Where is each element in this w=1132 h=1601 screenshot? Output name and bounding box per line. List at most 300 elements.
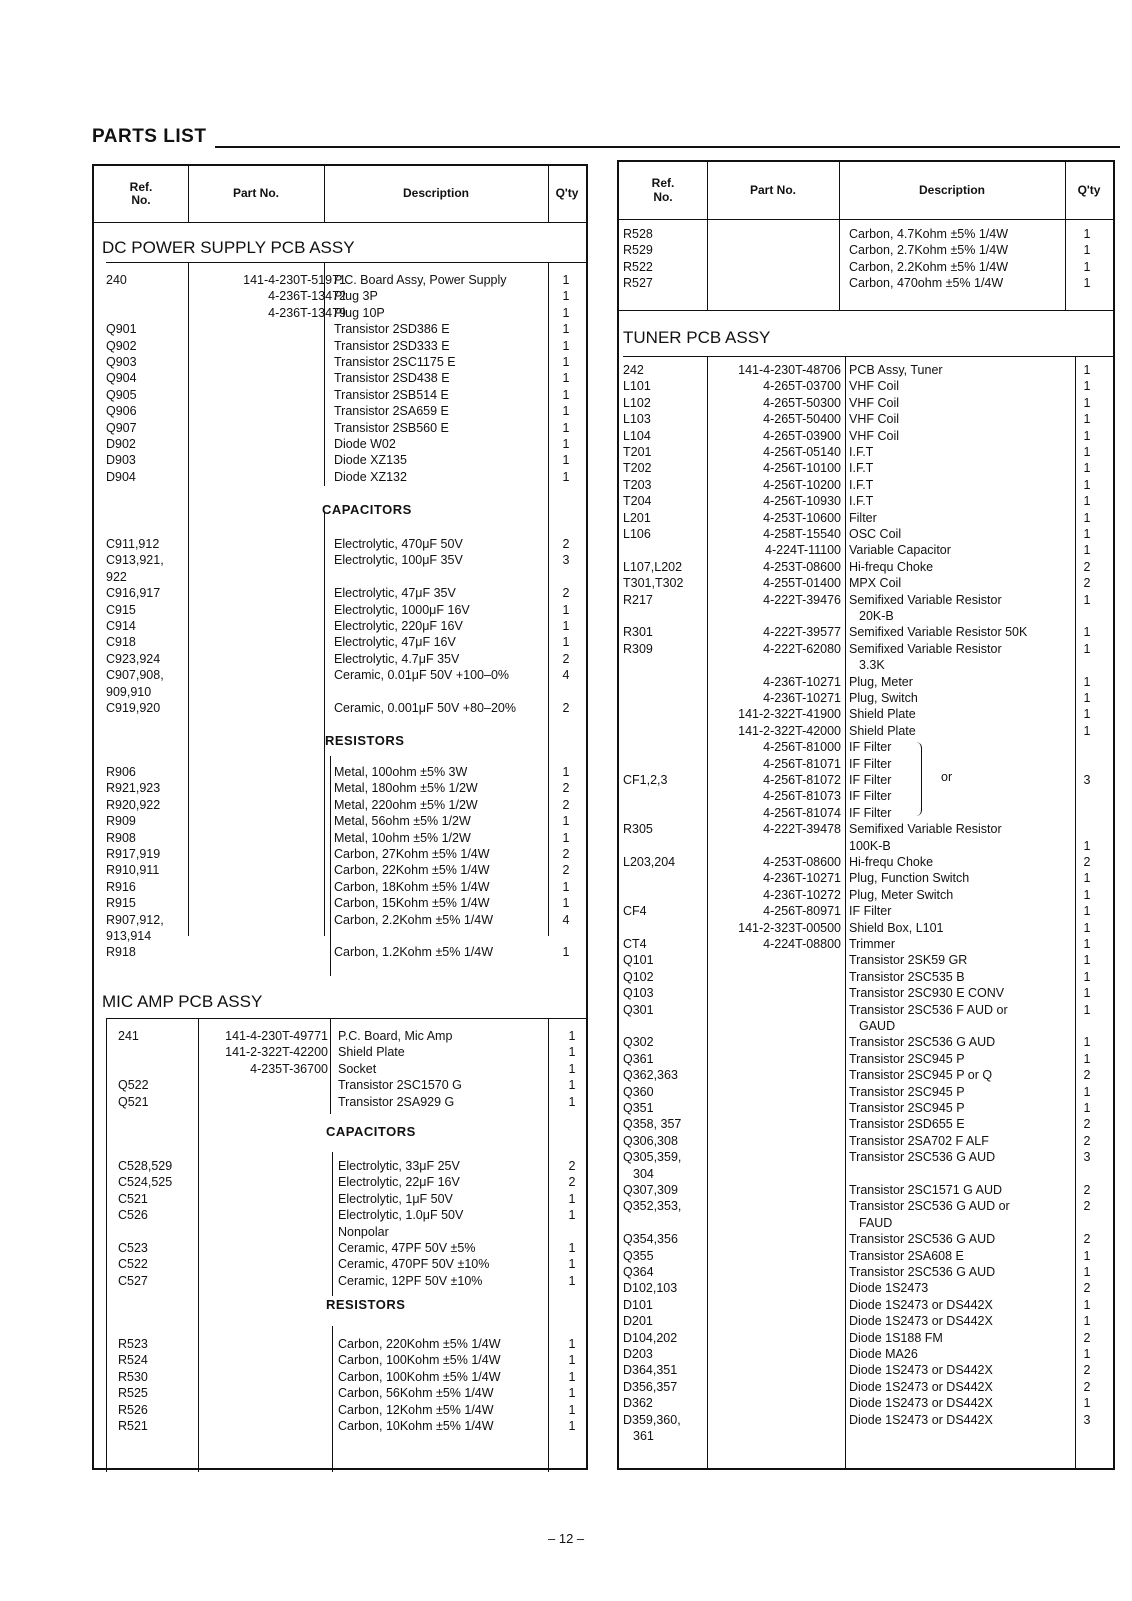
description: Electrolytic, 100μF 35V — [334, 553, 463, 568]
table-row — [94, 780, 586, 796]
description: Transistor 2SD333 E — [334, 338, 450, 353]
quantity: 1 — [1083, 887, 1091, 902]
table-row — [619, 739, 1113, 755]
section-rule — [623, 356, 1113, 357]
table-row — [619, 460, 1113, 476]
quantity: 1 — [1083, 461, 1091, 476]
table-row — [619, 772, 1113, 788]
table-row — [94, 272, 586, 288]
quantity: 1 — [568, 1191, 576, 1206]
part-no: 4-256T-81071 — [763, 756, 841, 771]
ref-no: Q102 — [623, 969, 654, 984]
description: Ceramic, 0.01μF 50V +100–0% — [334, 668, 510, 683]
ref-no: T203 — [623, 477, 652, 492]
part-no: 4-224T-08800 — [763, 937, 841, 951]
ref-no: C913,921, — [106, 553, 164, 568]
quantity: 1 — [568, 1241, 576, 1255]
ref-no: T301,T302 — [623, 576, 684, 591]
description: Transistor 2SD386 E — [334, 322, 450, 337]
quantity: 3 — [1083, 1150, 1091, 1165]
quantity: 1 — [1083, 986, 1091, 1001]
description: VHF Coil — [849, 428, 900, 443]
description: Carbon, 4.7Kohm ±5% 1/4W — [849, 227, 1009, 241]
description: Nonpolar — [338, 1224, 389, 1239]
quantity: 1 — [1083, 543, 1091, 558]
quantity: 1 — [562, 635, 570, 650]
description: Metal, 10ohm ±5% 1/2W — [334, 830, 471, 845]
table-row — [619, 936, 1113, 952]
description: I.F.T — [849, 461, 874, 476]
ref-no: C522 — [118, 1257, 148, 1272]
table-row — [94, 1418, 586, 1434]
table-row — [619, 870, 1113, 886]
table-row — [94, 1061, 586, 1077]
ref-no: R906 — [106, 765, 136, 779]
description: Transistor 2SC945 P — [849, 1051, 965, 1066]
ref-no: L107,L202 — [623, 559, 683, 574]
ref-no: R921,923 — [106, 781, 161, 796]
section-title: MIC AMP PCB ASSY — [102, 992, 263, 1011]
quantity: 1 — [568, 1078, 576, 1093]
table-row — [619, 821, 1113, 837]
table-header — [94, 166, 586, 223]
table-row — [94, 1158, 586, 1174]
section-title: TUNER PCB ASSY — [623, 328, 771, 347]
table-row — [619, 1215, 1113, 1231]
ref-no: Q360 — [623, 1084, 654, 1099]
table-row — [94, 862, 586, 878]
description: Transistor 2SC1175 E — [334, 355, 456, 369]
quantity: 1 — [1083, 871, 1091, 886]
part-no: 141-4-230T-49771 — [225, 1029, 328, 1043]
description: Diode 1S2473 or DS442X — [849, 1314, 993, 1329]
part-no: 4-256T-05140 — [763, 445, 841, 459]
description: Diode 1S2473 — [849, 1281, 929, 1296]
description: Transistor 2SB560 E — [334, 420, 449, 435]
ref-no: C526 — [118, 1208, 148, 1223]
header-part-no: Part No. — [749, 182, 796, 197]
ref-no: R915 — [106, 896, 136, 911]
quantity: 1 — [1083, 1297, 1091, 1312]
description: Metal, 180ohm ±5% 1/2W — [334, 781, 478, 796]
ref-no: R523 — [118, 1337, 148, 1351]
table-row — [94, 1352, 586, 1368]
ref-no: D902 — [106, 437, 136, 451]
ref-no: R526 — [118, 1402, 148, 1417]
table-row — [94, 895, 586, 911]
quantity: 1 — [568, 1029, 576, 1043]
table-row — [619, 1264, 1113, 1280]
table-row — [619, 1198, 1113, 1214]
table-row — [619, 985, 1113, 1001]
ref-no: CT4 — [623, 937, 647, 951]
description: Electrolytic, 1000μF 16V — [334, 602, 470, 617]
ref-no: Q306,308 — [623, 1133, 678, 1148]
ref-no: R525 — [118, 1386, 148, 1401]
ref-no: C918 — [106, 635, 136, 650]
table-row — [619, 259, 1113, 275]
table-row — [619, 723, 1113, 739]
quantity: 1 — [1083, 1396, 1091, 1411]
part-no: 4-265T-03700 — [763, 379, 841, 394]
quantity: 3 — [562, 553, 570, 568]
part-no: 4-236T-10271 — [763, 674, 841, 689]
ref-no: Q361 — [623, 1051, 654, 1066]
quantity: 1 — [562, 420, 570, 435]
header-qty: Q'ty — [1077, 182, 1101, 197]
quantity: 1 — [1083, 510, 1091, 525]
quantity: 1 — [568, 1386, 576, 1401]
quantity: 1 — [568, 1353, 576, 1368]
ref-no: 240 — [106, 273, 127, 287]
part-no: 141-4-230T-48706 — [738, 363, 841, 377]
description: VHF Coil — [849, 412, 900, 427]
page-number: – 12 – — [548, 1531, 585, 1546]
header-description: Description — [918, 182, 985, 197]
table-row — [619, 1002, 1113, 1018]
table-row — [94, 1385, 586, 1401]
table-row — [619, 690, 1113, 706]
subsection-heading: RESISTORS — [325, 733, 405, 748]
ref-no: R916 — [106, 879, 136, 894]
table-row — [94, 879, 586, 895]
description: Transistor 2SA659 E — [334, 404, 449, 419]
part-no: 4-258T-15540 — [763, 527, 841, 541]
description: Transistor 2SC945 P — [849, 1101, 965, 1115]
table-row — [94, 700, 586, 716]
part-no: 141-4-230T-51971 — [243, 273, 346, 287]
table-row — [94, 1256, 586, 1272]
ref-no: L201 — [623, 510, 651, 525]
quantity: 1 — [1083, 1248, 1091, 1263]
ref-no: D101 — [623, 1297, 653, 1312]
ref-no: R910,911 — [106, 863, 160, 878]
quantity: 1 — [1083, 1051, 1091, 1066]
part-no: 4-222T-39476 — [763, 592, 841, 607]
quantity: 3 — [1083, 773, 1091, 787]
table-row — [619, 592, 1113, 608]
right-parts-table — [617, 160, 1115, 1470]
description: Carbon, 220Kohm ±5% 1/4W — [338, 1337, 501, 1351]
ref-no: C923,924 — [106, 651, 161, 666]
column-divider — [332, 1152, 333, 1296]
quantity: 1 — [568, 1402, 576, 1417]
quantity: 1 — [1083, 259, 1091, 274]
table-row — [619, 428, 1113, 444]
table-row — [619, 542, 1113, 558]
table-row — [619, 805, 1113, 821]
description: 20K-B — [859, 609, 894, 623]
description: Transistor 2SC536 G AUD — [849, 1232, 996, 1247]
ref-no: T204 — [623, 494, 652, 509]
description: Ceramic, 0.001μF 50V +80–20% — [334, 701, 516, 715]
quantity: 1 — [1083, 1035, 1091, 1050]
description: Electrolytic, 22μF 16V — [338, 1175, 460, 1190]
table-row — [94, 944, 586, 960]
part-no: 4-265T-03900 — [763, 428, 841, 443]
description: Carbon, 2.7Kohm ±5% 1/4W — [849, 243, 1009, 258]
quantity: 1 — [562, 945, 570, 960]
ref-no: D359,360, — [623, 1412, 681, 1427]
quantity: 1 — [1083, 691, 1091, 705]
table-row — [94, 684, 586, 700]
quantity: 1 — [562, 453, 570, 468]
ref-no: 913,914 — [106, 929, 152, 943]
table-row — [619, 1116, 1113, 1132]
table-row — [619, 1297, 1113, 1313]
description: Transistor 2SB514 E — [334, 387, 449, 402]
ref-no: C523 — [118, 1241, 148, 1255]
description: GAUD — [859, 1019, 896, 1033]
quantity: 1 — [1083, 494, 1091, 509]
ref-no: Q902 — [106, 338, 137, 353]
quantity: 2 — [1083, 1330, 1091, 1345]
description: Transistor 2SC535 B — [849, 969, 965, 984]
description: Ceramic, 470PF 50V ±10% — [338, 1257, 490, 1272]
table-row — [94, 1207, 586, 1223]
ref-no: R908 — [106, 830, 136, 845]
description: Plug, Meter — [849, 674, 913, 689]
description: PCB Assy, Tuner — [849, 363, 943, 377]
ref-no: R529 — [623, 243, 653, 258]
bracket — [915, 742, 922, 816]
table-row — [94, 813, 586, 829]
table-row — [619, 1018, 1113, 1034]
description: Variable Capacitor — [849, 543, 951, 558]
description: Carbon, 470ohm ±5% 1/4W — [849, 276, 1004, 291]
table-row — [619, 608, 1113, 624]
ref-no: R907,912, — [106, 912, 164, 927]
quantity: 4 — [562, 668, 570, 683]
quantity: 1 — [562, 602, 570, 617]
header-ref: Ref. No. — [651, 176, 675, 204]
ref-no: C919,920 — [106, 701, 161, 715]
description: Metal, 100ohm ±5% 3W — [334, 765, 468, 779]
ref-no: D203 — [623, 1347, 653, 1361]
part-no: 4-236T-10271 — [763, 871, 841, 886]
quantity: 1 — [568, 1257, 576, 1272]
quantity: 1 — [562, 289, 570, 304]
ref-no: R909 — [106, 814, 136, 829]
table-row — [619, 887, 1113, 903]
ref-no: Q907 — [106, 420, 137, 435]
part-no: 4-256T-10100 — [763, 461, 841, 476]
table-row — [94, 420, 586, 436]
table-row — [619, 641, 1113, 657]
ref-no: Q906 — [106, 404, 137, 419]
header-ref: Ref. No. — [129, 179, 153, 207]
quantity: 2 — [562, 847, 570, 861]
table-row — [94, 1191, 586, 1207]
ref-no: 922 — [106, 569, 127, 584]
table-row — [619, 920, 1113, 936]
section-rule — [106, 1018, 586, 1019]
quantity: 1 — [1083, 953, 1091, 968]
description: Transistor 2SA929 G — [338, 1094, 455, 1109]
part-no: 141-2-323T-00500 — [738, 920, 841, 935]
table-row — [619, 1149, 1113, 1165]
quantity: 1 — [1083, 641, 1091, 656]
ref-no: Q521 — [118, 1094, 149, 1109]
table-row — [94, 305, 586, 321]
ref-no: R301 — [623, 625, 653, 640]
table-row — [94, 354, 586, 370]
table-row — [94, 1240, 586, 1256]
table-row — [619, 477, 1113, 493]
description: Carbon, 2.2Kohm ±5% 1/4W — [334, 912, 494, 927]
ref-no: L104 — [623, 428, 651, 443]
ref-no: R527 — [623, 276, 653, 291]
description: Transistor 2SC536 G AUD — [849, 1265, 996, 1279]
description: Semifixed Variable Resistor 50K — [849, 625, 1028, 640]
description: Carbon, 12Kohm ±5% 1/4W — [338, 1402, 494, 1417]
quantity: 1 — [562, 305, 570, 320]
table-row — [619, 242, 1113, 258]
part-no: 4-256T-81073 — [763, 789, 841, 804]
ref-no: 241 — [118, 1029, 139, 1043]
table-row — [94, 338, 586, 354]
ref-no: Q362,363 — [623, 1068, 678, 1083]
description: I.F.T — [849, 445, 874, 459]
table-row — [619, 1051, 1113, 1067]
description: P.C. Board Assy, Power Supply — [334, 273, 507, 287]
table-row — [619, 1133, 1113, 1149]
table-row — [619, 510, 1113, 526]
ref-no: C528,529 — [118, 1159, 173, 1173]
table-row — [94, 1174, 586, 1190]
description: IF Filter — [849, 740, 892, 755]
header-part-no: Part No. — [232, 186, 279, 201]
table-row — [94, 634, 586, 650]
description: Transistor 2SC930 E CONV — [849, 986, 1005, 1001]
part-no: 4-253T-10600 — [763, 510, 841, 525]
ref-no: Q103 — [623, 986, 654, 1001]
description: Plug, Function Switch — [849, 871, 970, 886]
table-row — [94, 830, 586, 846]
part-no: 4-256T-10930 — [763, 494, 841, 509]
ref-no: 242 — [623, 363, 644, 377]
ref-no: Q354,356 — [623, 1232, 678, 1247]
quantity: 1 — [1083, 445, 1091, 459]
ref-no: R309 — [623, 641, 653, 656]
table-row — [619, 1034, 1113, 1050]
quantity: 2 — [568, 1159, 576, 1173]
description: Ceramic, 47PF 50V ±5% — [338, 1241, 476, 1255]
table-row — [619, 1362, 1113, 1378]
description: VHF Coil — [849, 395, 900, 410]
description: IF Filter — [849, 904, 892, 919]
or-note: or — [941, 770, 953, 784]
table-row — [619, 493, 1113, 509]
table-row — [619, 756, 1113, 772]
quantity: 1 — [568, 1208, 576, 1223]
table-row — [94, 667, 586, 683]
ref-no: T202 — [623, 461, 652, 476]
description: MPX Coil — [849, 576, 902, 591]
description: Carbon, 100Kohm ±5% 1/4W — [338, 1369, 501, 1384]
description: Transistor 2SC536 G AUD — [849, 1035, 996, 1050]
table-row — [619, 838, 1113, 854]
description: Diode 1S2473 or DS442X — [849, 1379, 993, 1394]
ref-no: Q358, 357 — [623, 1117, 682, 1132]
header-description: Description — [402, 186, 469, 201]
ref-no: R920,922 — [106, 797, 161, 812]
table-row — [619, 1280, 1113, 1296]
quantity: 2 — [1083, 1183, 1091, 1197]
table-row — [619, 226, 1113, 242]
part-no: 4-265T-50300 — [763, 395, 841, 410]
description: Electrolytic, 47μF 35V — [334, 586, 456, 601]
description: P.C. Board, Mic Amp — [338, 1029, 453, 1043]
description: Carbon, 100Kohm ±5% 1/4W — [338, 1353, 501, 1368]
ref-no: CF4 — [623, 904, 647, 919]
description: Shield Plate — [338, 1045, 405, 1060]
quantity: 1 — [1083, 904, 1091, 919]
table-row — [619, 657, 1113, 673]
part-no: 4-224T-11100 — [765, 543, 841, 558]
quantity: 1 — [1083, 1084, 1091, 1099]
section-rule — [106, 262, 586, 263]
ref-no: R528 — [623, 227, 653, 241]
table-row — [94, 403, 586, 419]
description: Electrolytic, 220μF 16V — [334, 619, 463, 633]
quantity: 1 — [1083, 937, 1091, 951]
description: Transistor 2SC1571 G AUD — [849, 1183, 1003, 1197]
description: Diode 1S2473 or DS442X — [849, 1363, 993, 1378]
description: Diode 1S2473 or DS442X — [849, 1297, 993, 1312]
part-no: 4-236T-13472 — [268, 289, 346, 304]
description: Electrolytic, 4.7μF 35V — [334, 651, 460, 666]
description: Electrolytic, 470μF 50V — [334, 537, 463, 551]
description: IF Filter — [849, 773, 892, 787]
table-row — [94, 1224, 586, 1240]
quantity: 1 — [1083, 1002, 1091, 1017]
table-row — [94, 1336, 586, 1352]
quantity: 1 — [1083, 707, 1091, 722]
description: I.F.T — [849, 477, 874, 492]
description: Transistor 2SC1570 G — [338, 1078, 462, 1093]
subsection-heading: CAPACITORS — [322, 502, 412, 517]
table-row — [619, 444, 1113, 460]
quantity: 1 — [1083, 592, 1091, 607]
table-row — [94, 764, 586, 780]
table-row — [619, 1231, 1113, 1247]
page-heading: PARTS LIST — [92, 126, 207, 147]
ref-no: Q302 — [623, 1035, 654, 1050]
quantity: 1 — [562, 765, 570, 779]
description: Carbon, 27Kohm ±5% 1/4W — [334, 847, 490, 861]
column-divider — [707, 219, 708, 310]
description: Plug, Switch — [849, 691, 918, 705]
part-no: 4-253T-08600 — [763, 855, 841, 869]
part-no: 141-2-322T-42200 — [225, 1045, 328, 1060]
table-row — [94, 1028, 586, 1044]
ref-no: Q301 — [623, 1002, 654, 1017]
table-row — [94, 602, 586, 618]
subsection-heading: CAPACITORS — [326, 1124, 416, 1139]
description: Transistor 2SA608 E — [849, 1248, 964, 1263]
description: Diode 1S2473 or DS442X — [849, 1396, 993, 1411]
table-row — [94, 436, 586, 452]
ref-no: L103 — [623, 412, 651, 427]
quantity: 1 — [562, 879, 570, 894]
quantity: 1 — [562, 322, 570, 337]
quantity: 1 — [1083, 227, 1091, 241]
description: Transistor 2SD438 E — [334, 371, 450, 386]
description: Metal, 56ohm ±5% 1/2W — [334, 814, 471, 829]
table-row — [619, 1379, 1113, 1395]
table-row — [619, 395, 1113, 411]
